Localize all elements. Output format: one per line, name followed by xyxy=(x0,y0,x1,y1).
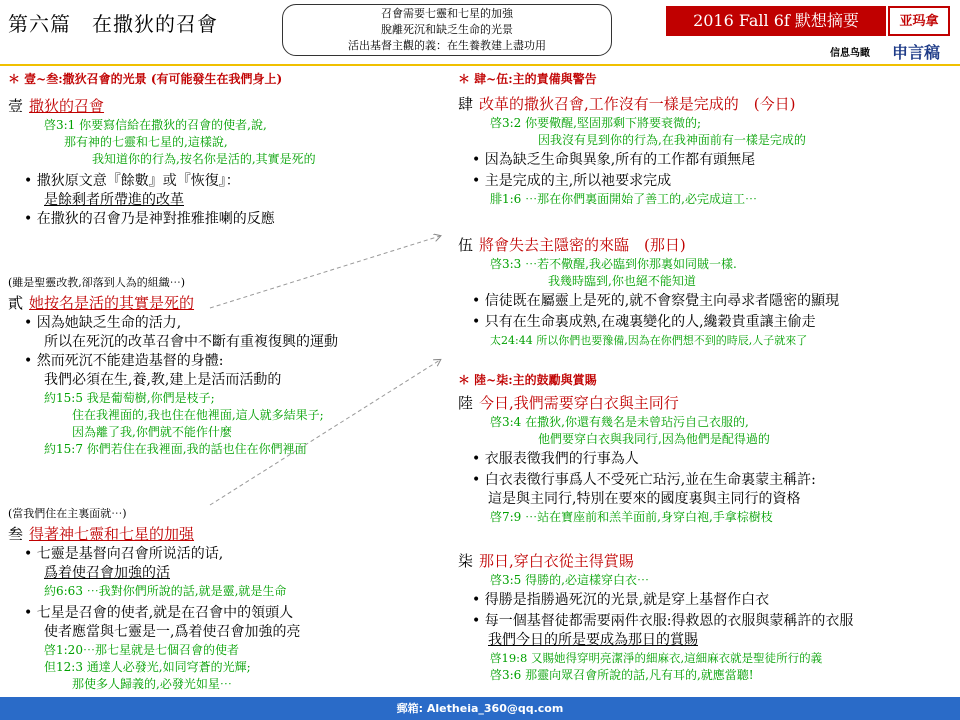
verse: 那有神的七靈和七星的,這樣說, xyxy=(64,135,228,149)
point-title: 那日,穿白衣從主得賞賜 xyxy=(479,552,634,570)
note: (當我們住在主裏面就⋯) xyxy=(8,507,127,520)
point-title: 撒狄的召會 xyxy=(29,97,105,115)
point-number: 伍 xyxy=(458,236,474,254)
point-number: 柒 xyxy=(458,552,474,570)
section-heading: ＊ 肆~伍:主的責備與警告 xyxy=(458,72,597,86)
verse: 腓1:6 ⋯那在你們裏面開始了善工的,必完成這工⋯ xyxy=(490,192,757,206)
bullet: • 每一個基督徒都需要兩件衣服:得救恩的衣服與蒙稱許的衣服 xyxy=(472,613,854,629)
bullet-cont: 所以在死沉的改革召會中不斷有重複復興的運動 xyxy=(44,334,338,350)
bullet-cont: 我們今日的所是要成為那日的賞賜 xyxy=(488,632,698,648)
verse: 約15:7 你們若住在我裡面,我的話也住在你們裡面 xyxy=(44,442,307,456)
bullet: • 得勝是指勝過死沉的光景,就是穿上基督作白衣 xyxy=(472,592,770,608)
page-title: 第六篇 在撒狄的召會 xyxy=(8,12,218,36)
bullet-cont: 是餘剩者所帶進的改革 xyxy=(44,192,184,208)
verse: 他們要穿白衣與我同行,因為他們是配得過的 xyxy=(538,432,770,446)
verse: 太24:44 所以你們也要豫備,因為在你們想不到的時辰,人子就來了 xyxy=(490,334,808,347)
bullet: • 衣服表徵我們的行事為人 xyxy=(472,451,639,467)
bullet: • 七星是召會的使者,就是在召會中的領頭人 xyxy=(24,605,294,621)
point-number: 壹 xyxy=(8,97,24,115)
verse: 啓3:4 在撒狄,你還有幾名是未曾玷污自己衣服的, xyxy=(490,415,749,429)
author-label: 申言稿 xyxy=(892,43,941,62)
section-heading: ＊ 陸~柒:主的鼓勵與賞賜 xyxy=(458,373,597,387)
verse: 但12:3 通達人必發光,如同穹蒼的光輝; xyxy=(44,660,251,674)
bullet-cont: 使者應當與七靈是一,爲着使召會加強的亮 xyxy=(44,624,301,640)
verse: 約15:5 我是葡萄樹,你們是枝子; xyxy=(44,391,215,405)
verse: 啓3:2 你要儆醒,堅固那剩下將要衰微的; xyxy=(490,116,701,130)
bullet: • 因為缺乏生命與異象,所有的工作都有頭無尾 xyxy=(472,152,756,168)
bullet: • 七靈是基督向召會所说活的话, xyxy=(24,546,224,562)
name-badge: 亚玛拿 xyxy=(888,6,950,36)
point-number: 肆 xyxy=(458,95,474,113)
verse: 約6:63 ⋯我對你們所說的話,就是靈,就是生命 xyxy=(44,584,287,598)
note: (雖是聖靈改教,卻落到人為的組織⋯) xyxy=(8,276,186,289)
verse: 啓3:1 你要寫信給在撒狄的召會的使者,說, xyxy=(44,118,267,132)
point-number: 叁 xyxy=(8,525,24,543)
bullet: • 信徒既在屬靈上是死的,就不會察覺主向尋求者隱密的顯現 xyxy=(472,293,840,309)
section-heading: ＊ 壹~叁:撒狄召會的光景 (有可能發生在我們身上) xyxy=(8,72,283,86)
point-heading xyxy=(8,523,448,545)
footer-email: 郵箱: Aletheia_360@qq.com xyxy=(0,697,960,720)
header-divider xyxy=(0,64,960,66)
verse: 因我沒有見到你的行為,在我神面前有一樣是完成的 xyxy=(538,133,806,147)
verse: 因為離了我,你們就不能作什麼 xyxy=(72,425,232,439)
verse: 啓1:20⋯那七星就是七個召會的使者 xyxy=(44,643,239,657)
point-title: 今日,我們需要穿白衣與主同行 xyxy=(479,394,679,412)
verse: 啓3:5 得勝的,必這樣穿白衣⋯ xyxy=(490,573,649,587)
point-heading xyxy=(8,95,448,117)
point-title: 她按名是活的其實是死的 xyxy=(29,294,195,312)
point-title: 得著神七靈和七星的加强 xyxy=(29,525,195,543)
bullet: • 只有在生命裏成熟,在魂裏變化的人,纔穀貴重讓主偷走 xyxy=(472,314,816,330)
bullet-cont: 我們必須在生,養,教,建上是活而活動的 xyxy=(44,372,282,388)
bullet: • 白衣表徵行事爲人不受死亡玷污,並在生命裏蒙主稱許: xyxy=(472,472,816,488)
verse: 啓3:6 那靈向眾召會所說的話,凡有耳的,就應當聽! xyxy=(490,668,754,682)
point-title: 將會失去主隱密的來臨 (那日) xyxy=(479,236,686,254)
verse: 住在我裡面的,我也住在他裡面,這人就多結果子; xyxy=(72,408,324,422)
quote-line: 活出基督主觀的義：在生養教建上盡功用 xyxy=(348,39,546,52)
bullet-cont: 爲着使召會加強的活 xyxy=(44,565,170,581)
bullet: • 因為她缺乏生命的活力, xyxy=(24,315,182,331)
verse: 啓19:8 又賜她得穿明亮潔淨的細麻衣,這細麻衣就是聖徒所行的義 xyxy=(490,651,823,665)
bullet: • 然而死沉不能建造基督的身體: xyxy=(24,353,224,369)
point-heading xyxy=(8,292,448,314)
point-number: 陸 xyxy=(458,394,474,412)
verse: 啓7:9 ⋯站在寶座前和羔羊面前,身穿白袍,手拿棕樹枝 xyxy=(490,510,773,524)
point-heading xyxy=(458,550,954,572)
quote-line: 召會需要七靈和七星的加強 xyxy=(381,7,513,20)
bullet: • 撒狄原文意『餘數』或『恢復』： xyxy=(24,173,240,189)
verse: 我知道你的行為,按名你是活的,其實是死的 xyxy=(92,152,316,166)
point-heading xyxy=(458,234,954,256)
bullet: • 在撒狄的召會乃是神對推雅推喇的反應 xyxy=(24,211,275,227)
course-banner: 2016 Fall 6f 默想摘要 xyxy=(666,6,886,36)
verse: 啓3:3 ⋯若不儆醒,我必臨到你那裏如同賊一樣. xyxy=(490,257,737,271)
verse: 我幾時臨到,你也絕不能知道 xyxy=(548,274,696,288)
left-column xyxy=(8,70,448,693)
point-heading xyxy=(458,93,954,115)
bullet: • 主是完成的主,所以祂要求完成 xyxy=(472,173,672,189)
theme-quote-box xyxy=(282,4,612,56)
point-heading xyxy=(458,392,954,414)
right-column xyxy=(458,70,954,684)
quote-line: 脫離死沉和缺乏生命的光景 xyxy=(381,23,513,36)
source-label: 信息鸟瞰 xyxy=(830,48,870,59)
bullet-cont: 這是與主同行,特別在要來的國度裏與主同行的資格 xyxy=(488,491,801,507)
point-title: 改革的撒狄召會,工作沒有一樣是完成的 (今日) xyxy=(479,95,796,113)
verse: 那使多人歸義的,必發光如星⋯ xyxy=(72,677,232,691)
point-number: 貳 xyxy=(8,294,24,312)
